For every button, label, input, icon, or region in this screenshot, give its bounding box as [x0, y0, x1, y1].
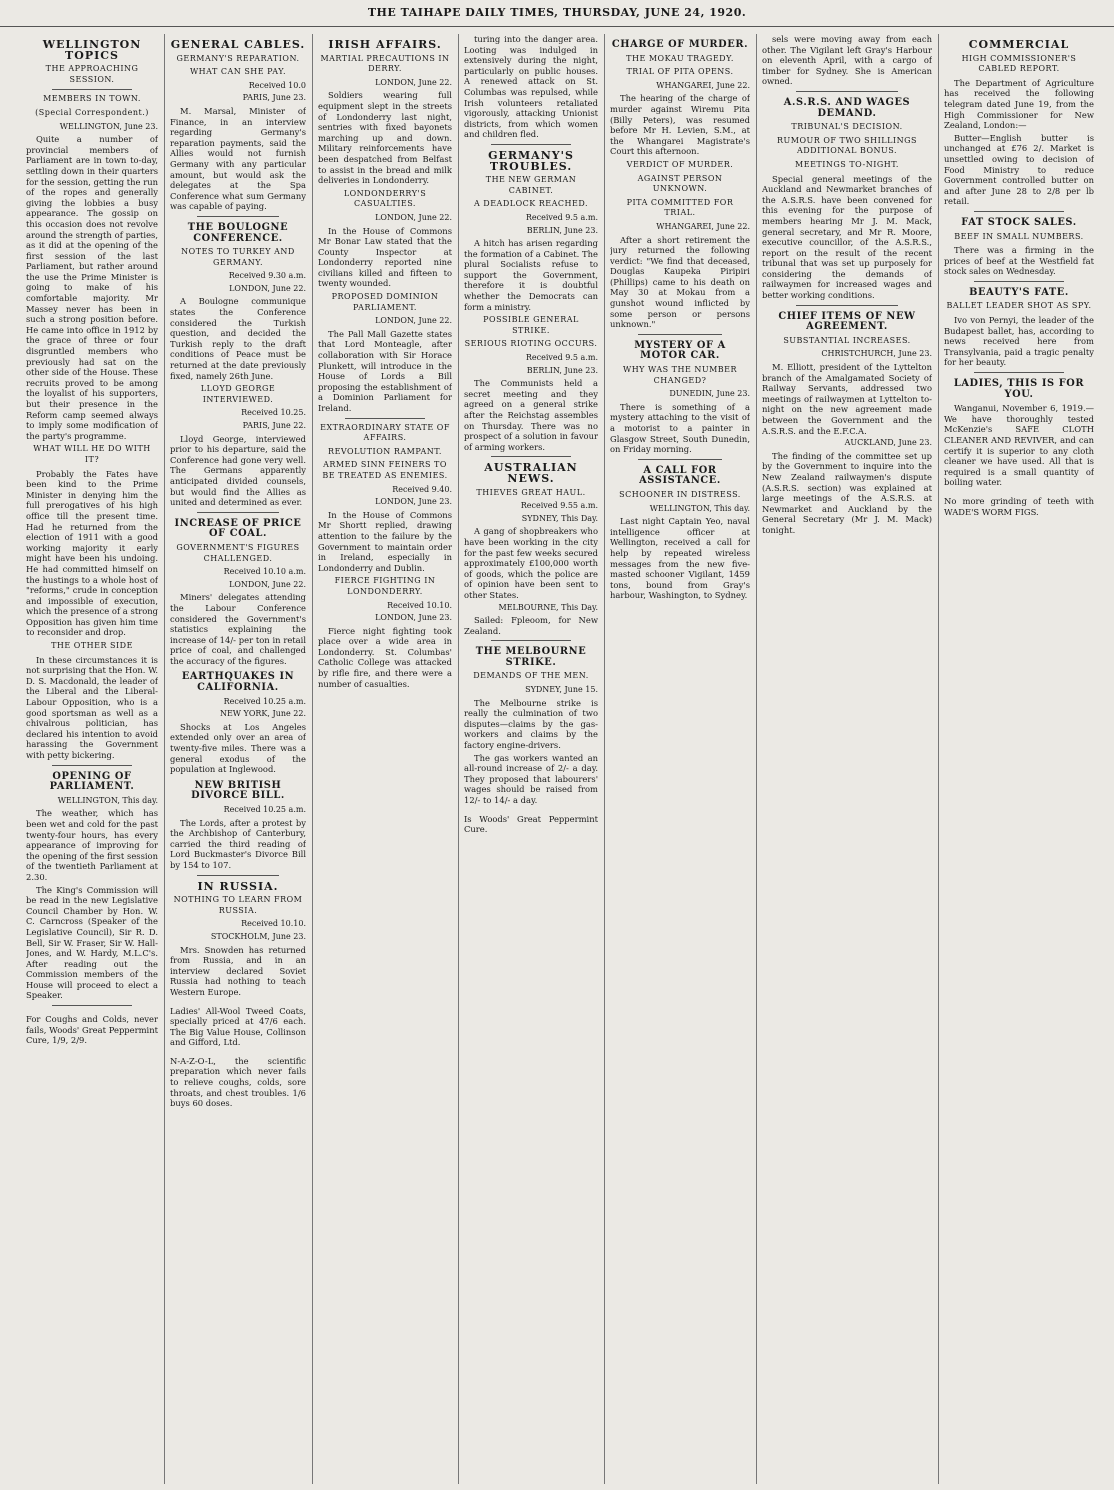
subheading: GOVERNMENT'S FIGURES CHALLENGED.: [176, 542, 300, 563]
article-paragraph: After a short retirement the jury returned the following verdict: "We find that deceased, Douglas Kaupeka Piripiri (Phillips) came to his death on May 30 at Mokau from a gunshot wound inflicted by some person or persons unknown.": [610, 234, 750, 330]
divider: [197, 875, 279, 876]
subheading: A DEADLOCK REACHED.: [473, 199, 589, 209]
article-paragraph: The Communists held a secret meeting and they agreed on a general strike after the Reichstag assembles on Thursday. There was no prospect of a solution in favour of arming workers.: [464, 378, 598, 452]
divider: [974, 211, 1064, 212]
masthead: THE TAIHAPE DAILY TIMES, THURSDAY, JUNE 24, 1920.: [0, 0, 1114, 27]
article-paragraph: turing into the danger area. Looting was indulged in extensively during the night, particularly on public houses. A renewed attack on St. Columbas was repulsed, while Irish volunteers retaliated vigorously, attacking Unionist districts, from which women and children fled.: [464, 34, 598, 140]
subheading: WHAT CAN SHE PAY.: [189, 67, 287, 77]
subheading: NOTES TO TURKEY AND GERMANY.: [181, 247, 295, 267]
article-paragraph: Special general meetings of the Auckland and Newmarket branches of the A.S.R.S. have been convened for this evening for the purpose of members hearing Mr J. M. Mack, general secretary, and Mr R. Moore, executive councillor, of the A.S.R.S., report on the result of the recent tribunal that was set up purposely for considering the demands of railwaymen for increased wages and better working conditions.: [762, 173, 932, 301]
dateline: NEW YORK, June 22.: [219, 709, 306, 719]
divider: [796, 91, 898, 92]
article-paragraph: Wanganui, November 6, 1919.—We have thoroughly tested McKenzie's SAFE CLOTH CLEANER AND REVIVER, and can certify it is superior to any cloth cleaner we have used. All that is required is a small quantity of boiling water.: [944, 403, 1094, 488]
dateline: WHANGAREI, June 22.: [656, 221, 750, 231]
byline: (Special Correspondent.): [35, 107, 149, 117]
column-rule: [312, 34, 313, 1484]
dateline: BERLIN, June 23.: [526, 225, 598, 235]
column-4: [464, 34, 598, 1484]
article-paragraph: M. Marsal, Minister of Finance, in an interview regarding Germany's reparation payments, said the Allies would not furnish Germany with any particular amount, but would ask the delegates at the Spa Conference what sum Germany was capable of paying.: [170, 105, 306, 212]
subheading: BALLET LEADER SHOT AS SPY.: [946, 301, 1092, 311]
article-paragraph: Soldiers wearing full equipment slept in the streets of Londonderry last night, sentries with fixed bayonets marching up and down. Military reinforcements have been despatched from Belfast to assist in the bread and milk deliveries in Londonderry.: [318, 90, 452, 186]
subheading: TRIBUNAL'S DECISION.: [791, 122, 903, 132]
column-rule: [458, 34, 459, 1484]
column-rule: [756, 34, 757, 1484]
headline: COMMERCIAL: [968, 38, 1070, 51]
article-paragraph: The Lords, after a protest by the Archbishop of Canterbury, carried the third reading of Lord Buckmaster's Divorce Bill by 154 to 107.: [170, 817, 306, 870]
column-rule: [604, 34, 605, 1484]
subheading: THIEVES GREAT HAUL.: [476, 487, 586, 497]
divider: [974, 372, 1064, 373]
dateline: CHRISTCHURCH, June 23.: [821, 349, 932, 359]
subheading: MARTIAL PRECAUTIONS IN DERRY.: [320, 53, 450, 74]
headline: IRISH AFFAIRS.: [328, 38, 442, 51]
subheading: PITA COMMITTED FOR TRIAL.: [626, 197, 734, 218]
column-rule: [938, 34, 939, 1484]
article-paragraph: Probably the Fates have been kind to the Prime Minister in denying him the full prerogatives of his high office till the present time. Had he returned from the election of 1911 with a good working majority it early might have been his undoing. He had committed himself on the hustings to a whole host of "reforms," crude in conception and impossible of execution, which the presence of a strong Opposition has given him time to reconsider and drop.: [26, 468, 158, 638]
subheading: EXTRAORDINARY STATE OF AFFAIRS.: [320, 422, 450, 443]
divider: [52, 1005, 131, 1006]
article-paragraph: Butter—English butter is unchanged at £76 2/. Market is unsettled owing to decision of Food Ministry to reduce Government controlled butter on and after June 28 to 2/8 per lb retail.: [944, 132, 1094, 207]
subheading: POSSIBLE GENERAL STRIKE.: [483, 315, 579, 335]
advertisement: Is Woods' Great Peppermint Cure.: [464, 813, 598, 835]
headline: OPENING OF PARLIAMENT.: [49, 770, 135, 793]
divider: [638, 459, 722, 460]
dateline: WELLINGTON, This day.: [649, 503, 750, 513]
advertisement: N-A-Z-O-L, the scientific preparation which never fails to relieve coughs, colds, sore throats, and chest troubles. 1/6 buys 60 doses.: [170, 1055, 306, 1109]
dateline: WELLINGTON, This day.: [57, 795, 158, 805]
received: Received 9.40.: [392, 484, 452, 494]
advertisement: No more grinding of teeth with WADE'S WORM FIGS.: [944, 495, 1094, 517]
dateline: WHANGAREI, June 22.: [656, 80, 750, 90]
article-paragraph: A Boulogne communique states the Conference considered the Turkish question, and decided the Turkish reply to the draft conditions of Peace must be returned at the date previously fixed, namely 26th June.: [170, 296, 306, 381]
article-paragraph: In the House of Commons Mr Bonar Law stated that the County Inspector at Londonderry reported nine civilians killed and fifteen to twenty wounded.: [318, 225, 452, 289]
received: Received 9.55 a.m.: [520, 501, 598, 511]
dateline: AUCKLAND, June 23.: [844, 438, 932, 448]
article-paragraph: The Department of Agriculture has received the following telegram dated June 19, from the High Commissioner for New Zealand, London:—: [944, 77, 1094, 131]
subheading: NOTHING TO LEARN FROM RUSSIA.: [173, 895, 303, 915]
article-paragraph: In the House of Commons Mr Shortt replied, drawing attention to the failure by the Government to maintain order in Ireland, especially in Londonderry and Dublin.: [318, 509, 452, 573]
dateline: MELBOURNE, This Day.: [498, 602, 598, 612]
received: Received 10.25 a.m.: [223, 805, 306, 814]
headline: NEW BRITISH DIVORCE BILL.: [191, 779, 285, 802]
article-paragraph: Quite a number of provincial members of Parliament are in town to-day, settling down in their quarters for the session, getting the run of the ropes and generally giving the lobbies a busy appearance. The gossip on this occasion does not revolve around the strength of parties, as it did at the opening of the first session of the last Parliament, but rather around the use the Prime Minister is going to make of his comfortable majority. Mr Massey never has been in such a strong position before. He came into office in 1912 by the grace of three or four disgruntled members who previously had sat on the other side of the House. These recruits proved to be among the loyalist of his supporters, but their presence in the Reform camp seemed always to imply some modification of the party's programme.: [26, 134, 158, 441]
headline: CHARGE OF MURDER.: [611, 39, 749, 50]
divider: [197, 216, 279, 217]
dateline: SYDNEY, This Day.: [521, 513, 598, 523]
subheading: FIERCE FIGHTING IN LONDONDERRY.: [334, 576, 436, 596]
divider: [491, 456, 571, 457]
article-paragraph: The Pall Mall Gazette states that Lord Monteagle, after collaboration with Sir Horace Plunkett, will introduce in the House of Lords a Bill proposing the establishment of a Dominion Parliament for Ireland.: [318, 328, 452, 413]
received: Received 9.5 a.m.: [525, 212, 598, 222]
subheading: LLOYD GEORGE INTERVIEWED.: [200, 384, 276, 404]
article-paragraph: The weather, which has been wet and cold for the past twenty-four hours, has every appearance of improving for the opening of the first session of the twentieth Parliament at 2.30.: [26, 808, 158, 882]
divider: [52, 89, 131, 90]
dateline: LONDON, June 22.: [375, 212, 452, 222]
subheading: THE APPROACHING SESSION.: [45, 64, 139, 84]
headline: A CALL FOR ASSISTANCE.: [639, 464, 721, 487]
subheading: SCHOONER IN DISTRESS.: [619, 489, 741, 499]
received: Received 10.10.: [387, 600, 452, 610]
subheading: AGAINST PERSON UNKNOWN.: [637, 173, 723, 194]
headline: WELLINGTON TOPICS: [42, 38, 142, 62]
dateline: PARIS, June 23.: [242, 93, 306, 103]
article-paragraph: Lloyd George, interviewed prior to his departure, said the Conference had gone very well. The Germans apparently anticipated divided counsels, but would find the Allies as united and determined as ever.: [170, 433, 306, 508]
dateline: LONDON, June 22.: [229, 579, 306, 589]
article-paragraph: The King's Commission will be read in the new Legislative Council Chamber by Hon. W. C. Carncross (Speaker of the Legislative Council), Sir R. D. Bell, Sir W. Fraser, Sir W. Hall-Jones, and W. Hardy, M.L.C's. After reading out the Commission members of the House will proceed to elect a Speaker.: [26, 884, 158, 1001]
subheading: MEETINGS TO-NIGHT.: [795, 159, 899, 169]
article-paragraph: Fierce night fighting took place over a wide area in Londonderry. St. Columbas' Catholic College was attacked by rifle fire, and there were a number of casualties.: [318, 625, 452, 689]
dateline: BERLIN, June 23.: [526, 365, 598, 375]
headline: IN RUSSIA.: [197, 879, 279, 893]
article-paragraph: The hearing of the charge of murder against Wiremu Pita (Billy Peters), was resumed before Mr H. Levien, S.M., at the Whangarei Magistrate's Court this afternoon.: [610, 93, 750, 157]
dateline: LONDON, June 22.: [375, 316, 452, 326]
subheading: PROPOSED DOMINION PARLIAMENT.: [331, 292, 439, 312]
article-paragraph: Mrs. Snowden has returned from Russia, and in an interview declared Soviet Russia had nothing to teach Western Europe.: [170, 944, 306, 997]
headline: GENERAL CABLES.: [170, 38, 306, 51]
headline: MYSTERY OF A MOTOR CAR.: [634, 339, 726, 362]
column-2: [170, 34, 306, 1484]
column-1: [26, 34, 158, 1484]
received: Received 10.25.: [241, 408, 306, 418]
subheading: THE OTHER SIDE: [51, 641, 133, 651]
subheading: SUBSTANTIAL INCREASES.: [783, 335, 911, 345]
received: Received 10.25 a.m.: [223, 696, 306, 706]
subheading: THE NEW GERMAN CABINET.: [485, 175, 577, 195]
subheading: THE MOKAU TRAGEDY.: [626, 53, 734, 63]
column-3: [318, 34, 452, 1484]
article-paragraph: A hitch has arisen regarding the formation of a Cabinet. The plural Socialists refuse to support the Government, therefore it is doubtful whether the Democrats can form a ministry.: [464, 238, 598, 312]
column-5: [610, 34, 750, 1484]
subheading: WHAT WILL HE DO WITH IT?: [33, 444, 151, 464]
subheading: ARMED SINN FEINERS TO BE TREATED AS ENEMIES.: [322, 460, 448, 480]
advertisement: Ladies' All-Wool Tweed Coats, specially priced at 47/6 each. The Big Value House, Collinson and Gifford, Ltd.: [170, 1005, 306, 1048]
subheading: WHY WAS THE NUMBER CHANGED?: [622, 365, 738, 385]
received: Received 10.10 a.m.: [223, 567, 306, 577]
subheading: TRIAL OF PITA OPENS.: [626, 67, 734, 77]
article-paragraph: M. Elliott, president of the Lyttelton branch of the Amalgamated Society of Railway Servants, addressed two meetings of railwaymen at Lyttelton to-night on the new agreement made between the Government and the A.S.R.S. and the E.F.C.A.: [762, 362, 932, 436]
divider: [638, 334, 722, 335]
article-paragraph: The Melbourne strike is really the culmination of two disputes—claims by the gas-workers and claims by the factory engine-drivers.: [464, 697, 598, 751]
article-paragraph: In these circumstances it is not surprising that the Hon. W. D. S. Macdonald, the leader of the Liberal and the Liberal-Labour Opposition, who is a good sportsman as well as a chivalrous politician, has declared his intention to avoid harassing the Government with petty bickering.: [26, 654, 158, 760]
dateline: LONDON, June 23.: [375, 613, 452, 623]
subheading: HIGH COMMISSIONER'S CABLED REPORT.: [961, 53, 1077, 74]
subheading: LONDONDERRY'S CASUALTIES.: [343, 188, 427, 209]
divider: [345, 418, 425, 419]
subheading: GERMANY'S REPARATION.: [176, 53, 300, 63]
dateline: WELLINGTON, June 23.: [59, 121, 158, 131]
dateline: LONDON, June 23.: [375, 497, 452, 507]
article-paragraph: A gang of shopbreakers who have been working in the city for the past few weeks secured approximately £100,000 worth of goods, which the police are of opinion have been sent to other States.: [464, 526, 598, 600]
column-6: [762, 34, 932, 1484]
column-7: [944, 34, 1094, 1484]
divider: [974, 281, 1064, 282]
headline: CHIEF ITEMS OF NEW AGREEMENT.: [778, 310, 916, 333]
received: Received 9.30 a.m.: [228, 271, 306, 281]
article-paragraph: There was a firming in the prices of beef at the Westfield fat stock sales on Wednesday.: [944, 245, 1094, 277]
divider: [491, 640, 571, 641]
divider: [796, 305, 898, 306]
received: Received 10.10.: [241, 919, 306, 929]
headline: FAT STOCK SALES.: [961, 216, 1077, 228]
subheading: DEMANDS OF THE MEN.: [473, 671, 589, 681]
headline: A.S.R.S. AND WAGES DEMAND.: [783, 96, 911, 119]
divider: [491, 144, 571, 145]
article-paragraph: The finding of the committee set up by the Government to inquire into the New Zealand railwaymen's dispute (A.S.R.S. section) was explained at large meetings of the A.S.R.S. at Newmarket and Auckland by the General Secretary (Mr J. M. Mack) tonight.: [762, 450, 932, 535]
subheading: VERDICT OF MURDER.: [626, 159, 734, 169]
article-paragraph: Miners' delegates attending the Labour Conference considered the Government's statistics explaining the increase of 14/- per ton in retail price of coal, and challenged the accuracy of the figures.: [170, 592, 306, 666]
headline: EARTHQUAKES IN CALIFORNIA.: [181, 671, 295, 694]
received: Received 10.0: [248, 80, 306, 90]
dateline: PARIS, June 22.: [242, 421, 306, 430]
divider: [197, 512, 279, 513]
article-paragraph: sels were moving away from each other. The Vigilant left Gray's Harbour on eleventh April, with a cargo of timber for Sydney. She is American owned.: [762, 34, 932, 87]
headline: BEAUTY'S FATE.: [969, 286, 1069, 298]
column-rule: [164, 34, 165, 1484]
headline: GERMANY'S TROUBLES.: [488, 148, 574, 173]
subheading: BEEF IN SMALL NUMBERS.: [954, 231, 1084, 241]
article-paragraph: The gas workers wanted an all-round increase of 2/- a day. They proposed that labourers' wages should be raised from 12/- to 14/- a day.: [464, 752, 598, 805]
dateline: SYDNEY, June 15.: [525, 685, 598, 695]
headline: THE MELBOURNE STRIKE.: [475, 646, 587, 668]
dateline: DUNEDIN, June 23.: [669, 389, 750, 399]
article-paragraph: Ivo von Pernyi, the leader of the Budapest ballet, has, according to news received here from Transylvania, paid a tragic penalty for her beauty.: [944, 315, 1094, 368]
headline: AUSTRALIAN NEWS.: [484, 461, 578, 485]
article-paragraph: Sailed: Fpleoom, for New Zealand.: [464, 615, 598, 636]
dateline: STOCKHOLM, June 23.: [210, 931, 306, 941]
article-paragraph: Last night Captain Yeo, naval intelligence officer at Wellington, received a call for help by repeated wireless messages from the new five-masted schooner Vigilant, 1459 tons, bound from Gray's harbour, Washington, to Sydney.: [610, 516, 750, 601]
subheading: SERIOUS RIOTING OCCURS.: [464, 339, 598, 349]
article-paragraph: There is something of a mystery attaching to the visit of a motorist to a painter in Glasgow Street, South Dunedin, on Friday morning.: [610, 401, 750, 455]
dateline: LONDON, June 22.: [229, 283, 306, 293]
subheading: RUMOUR OF TWO SHILLINGS ADDITIONAL BONUS.: [777, 135, 917, 156]
headline: INCREASE OF PRICE OF COAL.: [174, 517, 302, 540]
subheading: MEMBERS IN TOWN.: [43, 94, 141, 104]
advertisement: For Coughs and Colds, never fails, Woods' Great Peppermint Cure, 1/9, 2/9.: [26, 1014, 158, 1046]
subheading: REVOLUTION RAMPANT.: [328, 446, 442, 456]
dateline: LONDON, June 22.: [375, 77, 452, 87]
divider: [52, 765, 131, 766]
headline: THE BOULOGNE CONFERENCE.: [187, 221, 289, 244]
received: Received 9.5 a.m.: [525, 353, 598, 363]
article-paragraph: Shocks at Los Angeles extended only over an area of twenty-five miles. There was a general exodus of the population at Inglewood.: [170, 721, 306, 775]
headline: LADIES, THIS IS FOR YOU.: [953, 378, 1085, 400]
